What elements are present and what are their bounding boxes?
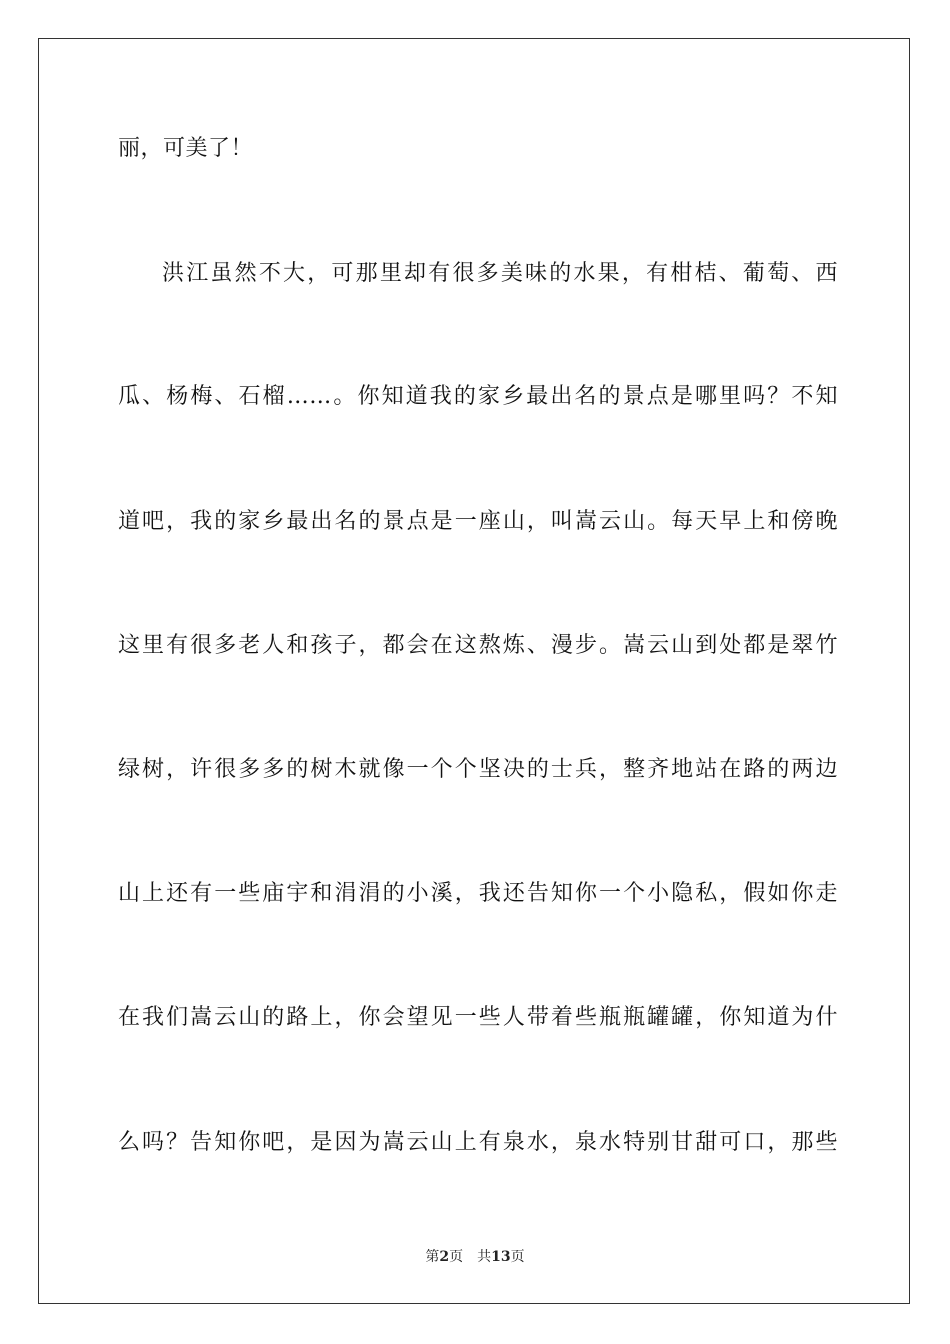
text-line-6: 绿树，许很多多的树木就像一个个坚决的士兵，整齐地站在路的两边 bbox=[118, 757, 838, 782]
footer-total-pages: 13 bbox=[491, 1249, 511, 1265]
text-line-8: 在我们嵩云山的路上，你会望见一些人带着些瓶瓶罐罐，你知道为什 bbox=[118, 1005, 838, 1030]
text-line-9: 么吗？告知你吧，是因为嵩云山上有泉水，泉水特别甘甜可口，那些 bbox=[118, 1130, 838, 1155]
footer-page-number: 2 bbox=[439, 1249, 450, 1265]
text-line-1: 丽，可美了！ bbox=[118, 136, 254, 161]
text-line-4: 道吧，我的家乡最出名的景点是一座山，叫嵩云山。每天早上和傍晚 bbox=[118, 509, 838, 534]
text-line-7: 山上还有一些庙宇和涓涓的小溪，我还告知你一个小隐私，假如你走 bbox=[118, 881, 838, 906]
footer-total-suffix: 页 bbox=[510, 1249, 525, 1265]
footer-total-prefix: 共 bbox=[477, 1249, 492, 1265]
text-line-5: 这里有很多老人和孩子，都会在这熬炼、漫步。嵩云山到处都是翠竹 bbox=[118, 633, 838, 658]
text-line-3: 瓜、杨梅、石榴……。你知道我的家乡最出名的景点是哪里吗？不知 bbox=[118, 384, 838, 409]
page-border bbox=[38, 38, 910, 1304]
page-footer bbox=[0, 1248, 950, 1266]
text-line-2: 洪江虽然不大，可那里却有很多美味的水果，有柑桔、葡萄、西 bbox=[162, 261, 838, 286]
footer-page-prefix: 第 bbox=[425, 1249, 440, 1265]
footer-page-suffix: 页 bbox=[449, 1249, 464, 1265]
